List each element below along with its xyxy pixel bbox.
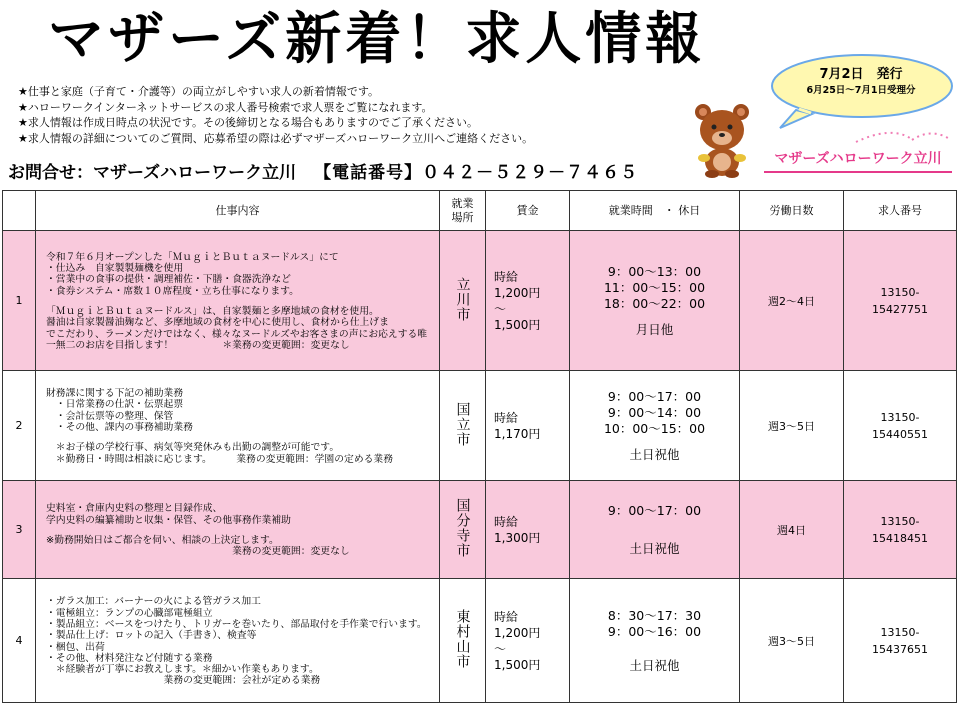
jobno-line: 13150- xyxy=(880,625,920,639)
content-line: 一無二のお店を目指します！ ＊業務の変更範囲：変更なし xyxy=(46,339,350,351)
jobno-line: 15418451 xyxy=(872,531,928,545)
hours-line: 9：00～17：00 xyxy=(607,388,702,404)
job-wage xyxy=(486,579,570,703)
header-place-label: 就業場所 xyxy=(451,196,474,224)
wage-line: 時給 xyxy=(494,514,519,529)
job-hours xyxy=(570,481,740,579)
header-hours: 就業時間 ・ 休日 xyxy=(570,191,740,231)
job-number: 1 xyxy=(3,231,36,371)
header-days: 労働日数 xyxy=(740,191,844,231)
place-name: 国分寺市 xyxy=(454,498,471,558)
jobno-line: 15437651 xyxy=(872,642,928,656)
jobno-line: 13150- xyxy=(880,285,920,299)
content-line: ・ガラス加工：バーナーの火による管ガラス加工 xyxy=(46,596,261,608)
content-line: ・その他、材料発注など付随する業務 xyxy=(46,652,213,664)
header-content: 仕事内容 xyxy=(36,191,440,231)
table-row xyxy=(3,579,957,703)
content-line: ＊お子様の学校行事、病気等突発休みも出勤の調整が可能です。 xyxy=(46,442,340,454)
issue-date: 7月2日 発行 xyxy=(819,67,903,82)
job-number-id xyxy=(844,579,957,703)
hours-line: 18：00～22：00 xyxy=(603,295,706,311)
content-line: 業務の変更範囲：会社が定める業務 xyxy=(46,675,321,687)
content-line: 醤油は自家製醤油麹など、多摩地域の食材を中心に使用し、食材から仕上げま xyxy=(46,317,389,329)
page-title: マザーズ新着！求人情報 xyxy=(48,7,706,72)
job-content xyxy=(36,371,440,481)
contact-label: お問合せ：マザーズハローワーク立川 xyxy=(8,163,297,183)
table-row xyxy=(3,481,957,579)
bear-mascot-icon xyxy=(690,102,754,178)
content-line: ＊経験者が丁寧にお教えします。＊細かい作業もあります。 xyxy=(46,664,319,676)
place-name: 国立市 xyxy=(454,401,471,447)
job-wage xyxy=(486,231,570,371)
jobno-line: 15427751 xyxy=(872,302,928,316)
holiday-line: 土日祝他 xyxy=(629,540,680,556)
hours-line: 9：00～16：00 xyxy=(607,623,702,639)
job-place xyxy=(440,371,486,481)
content-line: ※勤務開始日はご都合を伺い、相談の上決定します。 xyxy=(46,535,279,546)
wage-line: 1,170円 xyxy=(494,426,541,441)
holiday-line: 土日祝他 xyxy=(629,657,680,673)
content-line: でこだわり、ラーメンだけではなく、様々なヌードルズやお客さまの声にお応えする唯 xyxy=(46,328,428,340)
content-line: ・会計伝票等の整理、保管 xyxy=(46,410,174,422)
content-line xyxy=(46,433,433,442)
hours-line: 9：00～14：00 xyxy=(607,404,702,420)
job-days: 週3～5日 xyxy=(740,579,844,703)
content-line: ・日常業務の仕訳・伝票起票 xyxy=(46,399,184,411)
content-line: ・梱包、出荷 xyxy=(46,641,105,653)
hours-line: 9：00～17：00 xyxy=(607,502,702,518)
content-line: ・製品仕上げ：ロットの記入（手書き）、検査等 xyxy=(46,630,257,642)
content-line: 財務課に関する下記の補助業務 xyxy=(46,388,184,400)
contact-phone: 【電話番号】０４２－５２９－７４６５ xyxy=(314,163,639,183)
content-line: ・食券システム・席数１０席程度・立ち仕事になります。 xyxy=(46,285,299,297)
content-line: 史料室・倉庫内史料の整理と目録作成、 xyxy=(46,503,223,515)
wage-line: ～ xyxy=(494,641,507,656)
wage-line: 1,300円 xyxy=(494,530,541,545)
job-place xyxy=(440,231,486,371)
wage-line: 1,200円 xyxy=(494,285,541,300)
note-line: ★仕事と家庭（子育て・介護等）の両立がしやすい求人の新着情報です。 xyxy=(18,85,379,98)
job-days: 週3～5日 xyxy=(740,371,844,481)
job-hours xyxy=(570,579,740,703)
note-line: ★ハローワークインターネットサービスの求人番号検索で求人票をご覧になれます。 xyxy=(18,100,433,114)
notes-list xyxy=(18,84,618,146)
hours-line: 10：00～15：00 xyxy=(603,420,706,436)
wage-line: 時給 xyxy=(494,609,519,624)
wage-line: ～ xyxy=(494,301,507,316)
jobno-line: 13150- xyxy=(880,410,920,424)
job-days: 週4日 xyxy=(740,481,844,579)
job-number-id xyxy=(844,231,957,371)
job-listings-table xyxy=(2,190,957,703)
content-line: 学内史料の編纂補助と収集・保管、その他事務作業補助 xyxy=(46,514,291,526)
header-place xyxy=(440,191,486,231)
job-hours xyxy=(570,231,740,371)
header-number xyxy=(3,191,36,231)
job-wage xyxy=(486,481,570,579)
header-wage: 賃金 xyxy=(486,191,570,231)
job-number: 3 xyxy=(3,481,36,579)
hours-line: 9：00～13：00 xyxy=(607,263,702,279)
job-number: 4 xyxy=(3,579,36,703)
job-place xyxy=(440,579,486,703)
job-wage xyxy=(486,371,570,481)
content-line: ・その他、課内の事務補助業務 xyxy=(46,422,193,433)
job-number-id xyxy=(844,371,957,481)
table-row xyxy=(3,231,957,371)
wage-line: 1,500円 xyxy=(494,317,541,332)
hours-line: 11：00～15：00 xyxy=(603,279,706,295)
mothers-hellowork-logo xyxy=(760,128,956,180)
logo-text: マザーズハローワーク立川 xyxy=(774,151,942,167)
jobno-line: 15440551 xyxy=(872,427,928,441)
holiday-line: 月日他 xyxy=(635,321,674,337)
issue-date-bubble xyxy=(766,52,956,130)
job-content xyxy=(36,579,440,703)
content-line: ・仕込み 自家製製麺機を使用 xyxy=(46,263,184,275)
content-line: ・営業中の食事の提供・調理補佐・下膳・食器洗浄など xyxy=(46,274,291,286)
job-days: 週2～4日 xyxy=(740,231,844,371)
place-name: 東村山市 xyxy=(454,609,471,669)
content-line: ・製品組立：ベースをつけたり、トリガーを巻いたり、部品取付を手作業で行います。 xyxy=(46,618,427,630)
place-name: 立川市 xyxy=(454,276,471,322)
holiday-line: 土日祝他 xyxy=(629,446,680,462)
header-jobno: 求人番号 xyxy=(844,191,957,231)
wage-line: 時給 xyxy=(494,410,519,425)
wage-line: 時給 xyxy=(494,269,519,284)
job-number: 2 xyxy=(3,371,36,481)
content-line: ＊勤務日・時間は相談に応じます。 業務の変更範囲：学園の定める業務 xyxy=(46,453,394,465)
job-place xyxy=(440,481,486,579)
note-line: ★求人情報は作成日時点の状況です。その後締切となる場合もありますのでご了承ください。 xyxy=(18,116,478,129)
job-hours xyxy=(570,371,740,481)
content-line: 令和７年６月オープンした「ＭｕｇｉとＢｕｔａヌードルス」にて xyxy=(46,251,339,263)
contact-line xyxy=(8,160,708,186)
content-line: 「ＭｕｇｉとＢｕｔａヌードルス」は、自家製麺と多摩地域の食材を使用。 xyxy=(46,306,379,317)
job-content xyxy=(36,231,440,371)
job-content xyxy=(36,481,440,579)
wage-line: 1,500円 xyxy=(494,657,541,672)
table-header-row xyxy=(3,191,957,231)
content-line: ・電極組立：ランプの心臓部電極組立 xyxy=(46,607,213,619)
note-line: ★求人情報の詳細についてのご質問、応募希望の際は必ずマザーズハローワーク立川へご連絡ください。 xyxy=(18,131,534,145)
content-line xyxy=(46,297,433,306)
hours-line: 8：30～17：30 xyxy=(607,607,702,623)
job-number-id xyxy=(844,481,957,579)
jobno-line: 13150- xyxy=(880,514,920,528)
accept-period: 6月25日～7月1日受理分 xyxy=(806,85,916,96)
table-row xyxy=(3,371,957,481)
content-line: 業務の変更範囲：変更なし xyxy=(46,546,350,558)
content-line xyxy=(46,526,433,535)
wage-line: 1,200円 xyxy=(494,625,541,640)
